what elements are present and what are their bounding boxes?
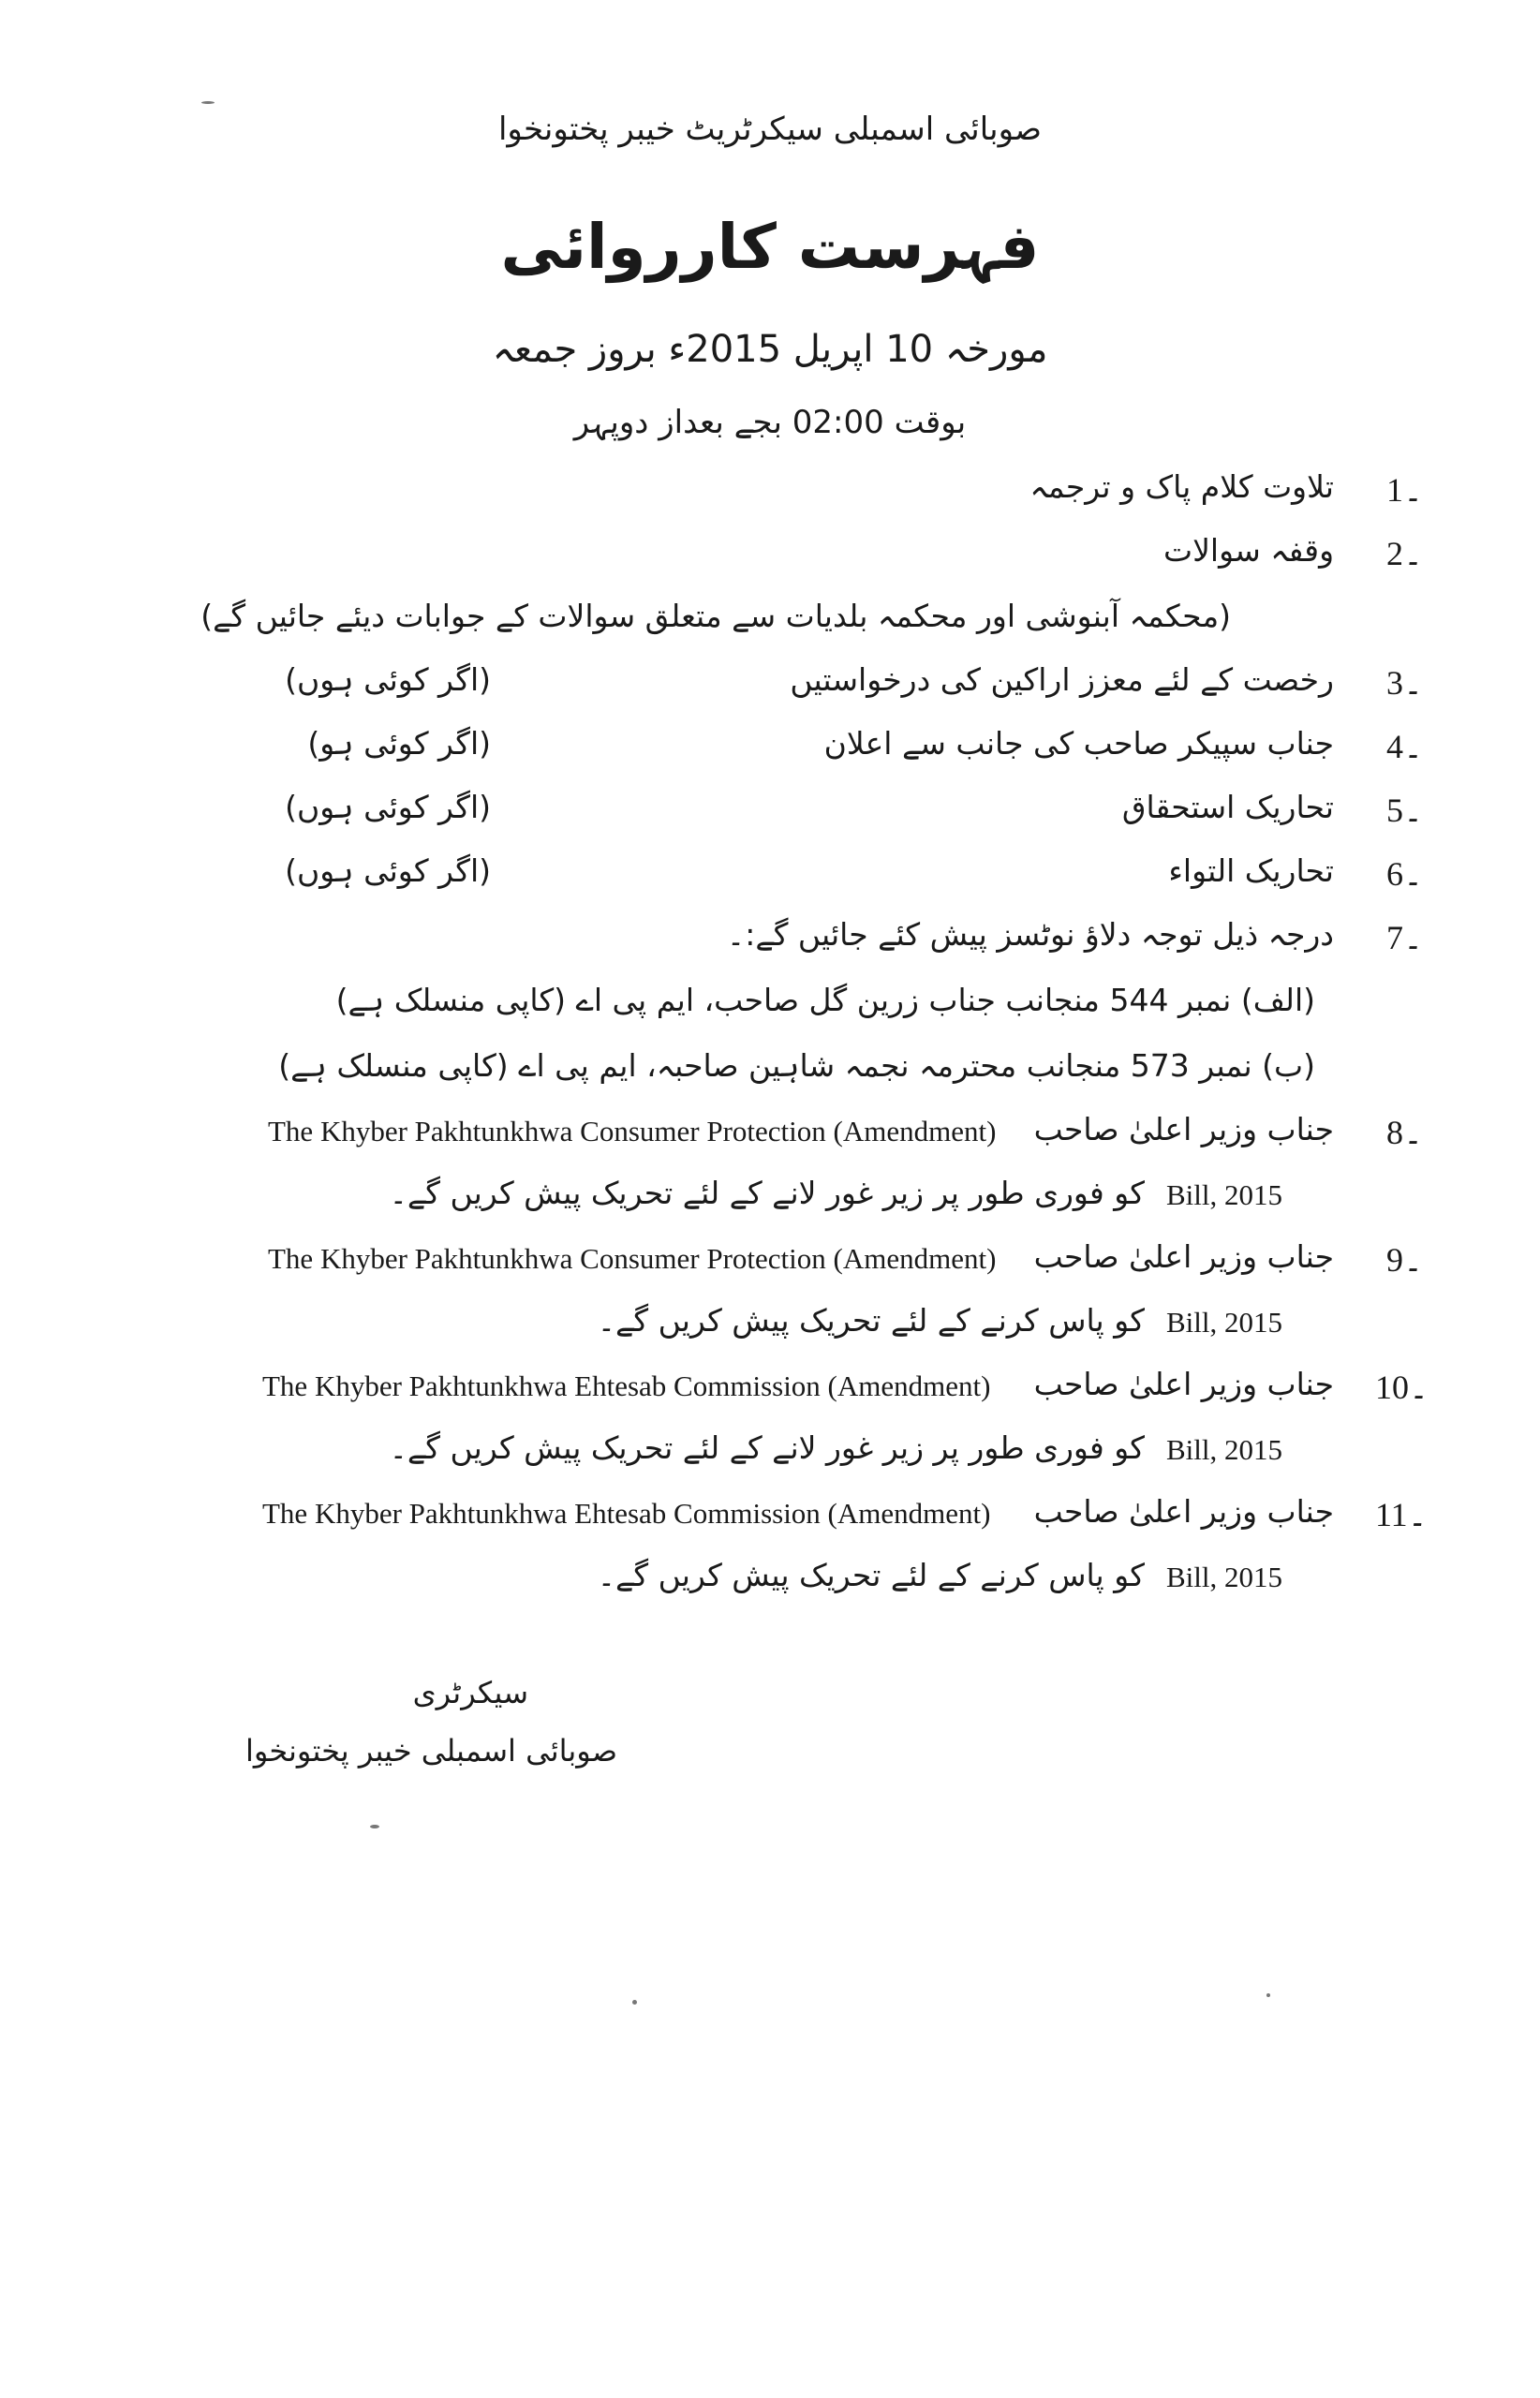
page-title: فہرست کارروائی xyxy=(500,211,1040,283)
time-line: بوقت 02:00 بجے بعداز دوپہر xyxy=(573,404,967,441)
sub-item: (الف) نمبر 544 منجانب جناب زرین گل صاحب، ایم پی اے (کاپی منسلک ہے) xyxy=(335,982,1315,1018)
scan-speck xyxy=(1266,1993,1270,1997)
item-text: تحاریک استحقاق xyxy=(1121,789,1334,825)
sub-item: (ب) نمبر 573 منجانب محترمہ نجمہ شاہین صاحبہ، ایم پی اے (کاپی منسلک ہے) xyxy=(278,1047,1315,1084)
item-condition: (اگر کوئی ہو) xyxy=(307,725,491,762)
item-number: 8۔ xyxy=(1386,1114,1424,1151)
scan-speck xyxy=(201,101,215,104)
bill-year: Bill, 2015 xyxy=(1166,1561,1283,1593)
bill-year: Bill, 2015 xyxy=(1166,1306,1283,1339)
item-text: رخصت کے لئے معزز اراکین کی درخواستیں xyxy=(790,661,1334,698)
item-note: (محکمہ آبنوشی اور محکمہ بلدیات سے متعلق سوالات کے جوابات دیئے جائیں گے) xyxy=(200,598,1231,634)
bill-year: Bill, 2015 xyxy=(1166,1433,1283,1466)
item-condition: (اگر کوئی ہوں) xyxy=(285,852,491,889)
item-number: 11۔ xyxy=(1375,1496,1428,1533)
item-condition: (اگر کوئی ہوں) xyxy=(285,789,491,825)
bill-title: The Khyber Pakhtunkhwa Ehtesab Commission (Amendment) xyxy=(262,1497,991,1530)
bill-title: The Khyber Pakhtunkhwa Consumer Protection (Amendment) xyxy=(268,1242,997,1275)
item-number: 4۔ xyxy=(1386,728,1424,765)
item-number: 1۔ xyxy=(1386,471,1424,509)
item-prefix: جناب وزیر اعلیٰ صاحب xyxy=(1033,1238,1334,1275)
item-number: 6۔ xyxy=(1386,855,1424,893)
item-prefix: جناب وزیر اعلیٰ صاحب xyxy=(1033,1493,1334,1530)
item-number: 7۔ xyxy=(1386,919,1424,956)
item-tail: کو فوری طور پر زیر غور لانے کے لئے تحریک پیش کریں گے۔ xyxy=(389,1175,1145,1211)
item-tail: کو پاس کرنے کے لئے تحریک پیش کریں گے۔ xyxy=(597,1557,1145,1593)
scan-speck xyxy=(370,1825,379,1828)
item-prefix: جناب وزیر اعلیٰ صاحب xyxy=(1033,1366,1334,1402)
item-number: 2۔ xyxy=(1386,535,1424,572)
item-number: 10۔ xyxy=(1375,1369,1429,1406)
item-text: جناب سپیکر صاحب کی جانب سے اعلان xyxy=(823,725,1334,762)
item-text: درجہ ذیل توجہ دلاؤ نوٹسز پیش کئے جائیں گے:۔ xyxy=(726,916,1334,953)
date-line: مورخہ 10 اپریل 2015ء بروز جمعہ xyxy=(492,328,1048,371)
item-tail: کو فوری طور پر زیر غور لانے کے لئے تحریک پیش کریں گے۔ xyxy=(389,1429,1145,1466)
item-condition: (اگر کوئی ہوں) xyxy=(285,661,491,698)
bill-title: The Khyber Pakhtunkhwa Consumer Protection (Amendment) xyxy=(268,1115,997,1147)
org-header: صوبائی اسمبلی سیکرٹریٹ خیبر پختونخوا xyxy=(497,111,1043,148)
item-number: 9۔ xyxy=(1386,1241,1424,1279)
item-text: وقفہ سوالات xyxy=(1163,532,1334,569)
scan-speck xyxy=(632,2000,637,2005)
item-text: تحاریک التواء xyxy=(1168,852,1334,889)
signatory-title: سیکرٹری xyxy=(412,1675,528,1710)
bill-title: The Khyber Pakhtunkhwa Ehtesab Commission (Amendment) xyxy=(262,1369,991,1402)
item-prefix: جناب وزیر اعلیٰ صاحب xyxy=(1033,1111,1334,1147)
signatory-org: صوبائی اسمبلی خیبر پختونخوا xyxy=(244,1733,617,1769)
bill-year: Bill, 2015 xyxy=(1166,1178,1283,1211)
item-tail: کو پاس کرنے کے لئے تحریک پیش کریں گے۔ xyxy=(597,1302,1145,1339)
item-text: تلاوت کلام پاک و ترجمہ xyxy=(1029,468,1334,505)
item-number: 5۔ xyxy=(1386,792,1424,829)
item-number: 3۔ xyxy=(1386,664,1424,702)
